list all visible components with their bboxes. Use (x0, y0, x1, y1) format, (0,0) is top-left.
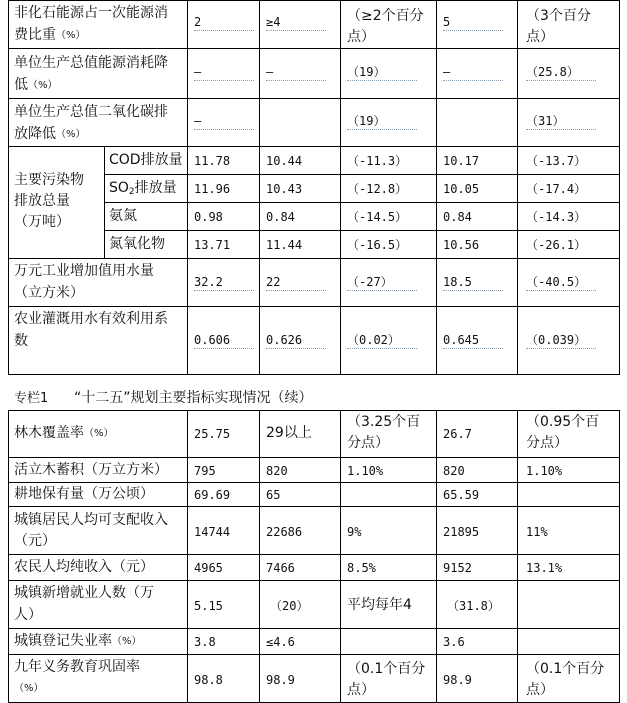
value-2015: （31.8） (447, 599, 500, 613)
group-label-cont: 排放总量 (14, 193, 70, 209)
value-target: 11.44 (266, 238, 303, 252)
value-change-target: （3.25个百 (347, 414, 421, 430)
value-target: 0.626 (266, 334, 326, 349)
value-2010: 11.78 (194, 154, 231, 168)
value-change-target: 平均每年4 (347, 597, 412, 613)
value-2010: 0.606 (194, 334, 254, 349)
value-change-actual: （-13.7） (526, 154, 587, 168)
value-2015: 9152 (443, 561, 472, 575)
value-2010: 98.8 (194, 673, 223, 687)
value-2010: 13.71 (194, 238, 231, 252)
value-2015: 21895 (443, 525, 480, 539)
value-target: 29以上 (266, 425, 312, 441)
row-label: 农业灌溉用水有效利用系 (14, 311, 168, 327)
value-change-target: （-16.5） (347, 238, 408, 252)
value-change-actual: （0.039） (526, 334, 596, 349)
value-target: 22686 (266, 525, 303, 539)
value-change-actual: （-26.1） (526, 238, 587, 252)
value-change-actual: （-17.4） (526, 182, 587, 196)
value-change-target: 1.10% (347, 464, 384, 478)
row-label: 林木覆盖率（%） (14, 425, 114, 441)
group-label: 主要污染物 (14, 172, 84, 188)
value-2010: — (194, 66, 254, 81)
value-2015: 820 (443, 464, 465, 478)
value-2010: 32.2 (194, 276, 254, 291)
row-label: 九年义务教育巩固率 (14, 659, 140, 675)
value-2015: 5 (443, 16, 503, 31)
value-change-target: （0.1个百分 (347, 661, 426, 677)
value-change-target: （-11.3） (347, 154, 408, 168)
pollutant-name: COD排放量 (109, 152, 183, 168)
caption-title: “十二五”规划主要指标实现情况（续） (74, 390, 313, 406)
value-change-target: （19） (347, 66, 417, 81)
value-change-target: （-14.5） (347, 210, 408, 224)
value-2015: 3.6 (443, 635, 465, 649)
row-label: 农民人均纯收入（元） (14, 559, 154, 575)
value-2015: 0.84 (443, 210, 472, 224)
value-2015: 10.05 (443, 182, 480, 196)
value-target: 10.43 (266, 182, 303, 196)
caption-prefix: 专栏1 (14, 391, 49, 406)
value-2010: 2 (194, 16, 254, 31)
value-2010: 69.69 (194, 488, 231, 502)
value-change-actual: （0.95个百 (526, 414, 600, 430)
value-2010: 14744 (194, 525, 231, 539)
value-target: — (266, 66, 326, 81)
row-label: 耕地保有量（万公顷） (14, 486, 154, 502)
value-change-actual: （31） (526, 115, 596, 130)
value-target: 65 (266, 488, 281, 502)
value-change-target: （19） (347, 115, 417, 130)
value-2015: 10.56 (443, 238, 480, 252)
row-label: 城镇居民人均可支配收入 (14, 512, 168, 528)
value-2015: 10.17 (443, 154, 480, 168)
pollutant-name: $SO_2$排放量 (109, 180, 177, 197)
value-change-target-cont: 分点） (347, 435, 389, 451)
value-change-actual: 13.1% (526, 561, 563, 575)
row-label: 活立木蓄积（万立方米） (14, 462, 168, 478)
row-label-cont: （立方米） (14, 285, 84, 301)
value-change-target: （-27） (347, 276, 417, 291)
value-change-actual: 1.10% (526, 464, 563, 478)
value-change-target-cont: 点） (347, 29, 375, 45)
value-change-target: 9% (347, 525, 362, 539)
value-2015: 18.5 (443, 276, 503, 291)
value-2015: 98.9 (443, 673, 472, 687)
value-target: 7466 (266, 561, 295, 575)
row-label-cont: 费比重（%） (14, 27, 86, 43)
value-target: ≤4.6 (266, 635, 295, 649)
value-change-target: 8.5% (347, 561, 376, 575)
value-target: ≥4 (266, 16, 326, 31)
value-change-target: （≥2个百分 (347, 8, 424, 24)
pollutant-name: 氨氮 (109, 208, 137, 224)
row-label: 非化石能源占一次能源消 (14, 5, 168, 21)
row-label-cont: 放降低（%） (14, 126, 86, 142)
row-label-unit: （%） (14, 683, 44, 694)
value-2010: — (194, 115, 254, 130)
value-target: 98.9 (266, 673, 295, 687)
value-target: 820 (266, 464, 288, 478)
value-target: 10.44 (266, 154, 303, 168)
value-change-actual: （3个百分 (526, 8, 591, 24)
value-2015: 65.59 (443, 488, 480, 502)
value-2015: 26.7 (443, 427, 472, 441)
value-2010: 0.98 (194, 210, 223, 224)
value-change-target-cont: 点） (347, 682, 375, 698)
row-label-cont: 人） (14, 607, 42, 623)
group-label-unit: （万吨） (14, 214, 70, 230)
value-change-actual: 11% (526, 525, 548, 539)
value-2010: 11.96 (194, 182, 231, 196)
value-change-target: （0.02） (347, 334, 417, 349)
row-label: 万元工业增加值用水量 (14, 263, 154, 279)
value-2015: — (443, 66, 503, 81)
value-change-actual: （-40.5） (526, 276, 596, 291)
value-change-actual-cont: 分点） (526, 435, 568, 451)
value-target: 0.84 (266, 210, 295, 224)
value-2010: 5.15 (194, 599, 223, 613)
pollutant-name: 氮氧化物 (109, 236, 165, 252)
value-2010: 4965 (194, 561, 223, 575)
row-label-cont: 数 (14, 333, 28, 349)
value-change-actual-cont: 点） (526, 682, 554, 698)
value-change-actual: （25.8） (526, 66, 596, 81)
row-label-cont: （元） (14, 533, 56, 549)
value-target: （20） (270, 599, 309, 613)
value-change-target: （-12.8） (347, 182, 408, 196)
row-label: 单位生产总值能源消耗降 (14, 55, 168, 71)
value-change-actual-cont: 点） (526, 29, 554, 45)
value-2015: 0.645 (443, 334, 503, 349)
value-2010: 3.8 (194, 635, 216, 649)
value-target: 22 (266, 276, 326, 291)
value-change-actual: （0.1个百分 (526, 661, 605, 677)
row-label: 城镇新增就业人数（万 (14, 585, 154, 601)
value-change-actual: （-14.3） (526, 210, 587, 224)
row-label: 单位生产总值二氧化碳排 (14, 104, 168, 120)
row-label-cont: 低（%） (14, 77, 58, 93)
value-2010: 25.75 (194, 427, 231, 441)
value-2010: 795 (194, 464, 216, 478)
row-label: 城镇登记失业率（%） (14, 633, 142, 649)
